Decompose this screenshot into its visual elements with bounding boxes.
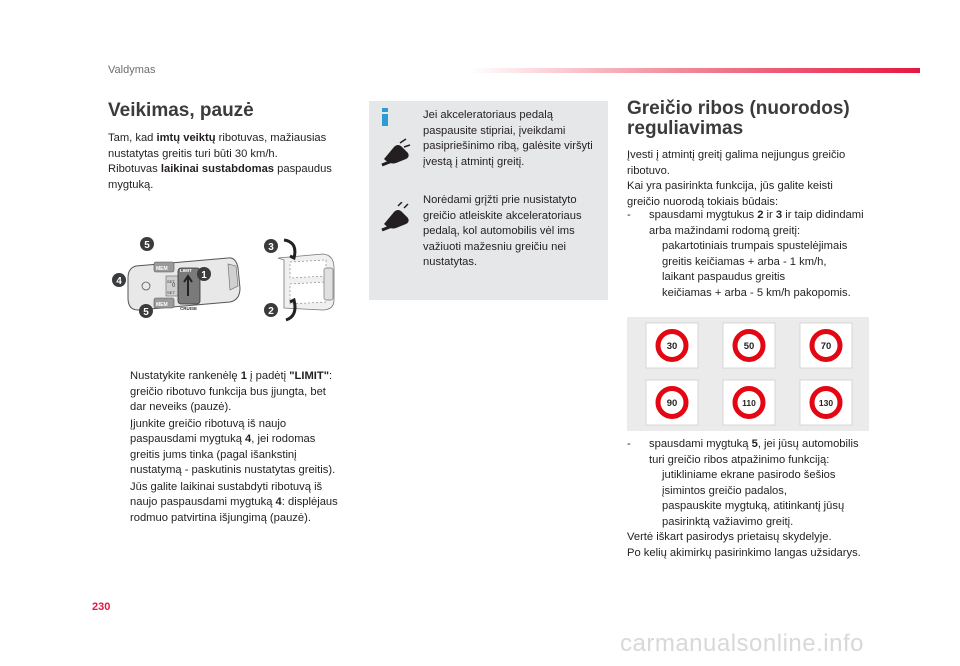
right-text: Po kelių akimirkų pasirinkimo langas užsidarys. bbox=[627, 546, 861, 559]
bullet-text: : displėjaus bbox=[281, 496, 338, 508]
watermark: carmanualsonline.info bbox=[620, 630, 864, 657]
foot-pedal-press-icon bbox=[380, 137, 412, 169]
page-number: 230 bbox=[92, 601, 111, 613]
bullet-text: : bbox=[329, 370, 333, 382]
speed-sign-130[interactable]: 130 bbox=[818, 398, 834, 408]
bullet-bold: 4 bbox=[245, 433, 252, 445]
info-text: paspausite stipriai, įveikdami bbox=[423, 124, 566, 137]
left-intro bbox=[108, 131, 353, 193]
sub-bullet bbox=[627, 468, 877, 484]
callout-label: 3 bbox=[268, 242, 274, 253]
info-text: nustatytas. bbox=[423, 256, 478, 268]
header-accent-bar bbox=[470, 68, 920, 73]
right-text: ir bbox=[763, 209, 776, 221]
left-bullet-list bbox=[108, 369, 358, 527]
intro-text: Tam, kad bbox=[108, 132, 157, 144]
intro-bold: laikinai sustabdomas bbox=[160, 163, 275, 175]
info-text: pedalą, kol automobilis vėl ims bbox=[423, 225, 575, 237]
right-text: pakartotiniais trumpais spustelėjimais bbox=[662, 240, 848, 252]
speed-sign-90[interactable]: 90 bbox=[666, 398, 678, 409]
speed-sign-30[interactable]: 30 bbox=[666, 341, 678, 352]
right-text: ir taip didindami bbox=[782, 209, 864, 221]
intro-text: ribotuvas, mažiausias bbox=[215, 132, 327, 144]
right-text: ribotuvo. bbox=[627, 164, 670, 177]
callout-label: 5 bbox=[144, 240, 150, 251]
steering-stalk-illustration bbox=[108, 228, 353, 328]
limit-label: LIMIT bbox=[180, 268, 192, 273]
right-list-2 bbox=[627, 437, 877, 561]
info-text: važiuoti mažesniu greičiu nei bbox=[423, 240, 567, 253]
callout-label: 5 bbox=[143, 307, 149, 318]
callout-1 bbox=[197, 267, 211, 281]
dash-item bbox=[627, 437, 877, 453]
callout-4 bbox=[112, 273, 126, 287]
bullet-item bbox=[108, 480, 358, 527]
right-text: greičio nuorodą tokiais būdais: bbox=[627, 195, 779, 208]
right-title-line: Greičio ribos (nuorodos) bbox=[627, 98, 850, 119]
intro-text: nustatytas greitis turi būti 30 km/h. bbox=[108, 147, 278, 160]
speed-sign-70[interactable]: 70 bbox=[820, 341, 832, 352]
right-list-1 bbox=[627, 208, 877, 301]
intro-text: Ribotuvas bbox=[108, 163, 161, 175]
bullet-item bbox=[108, 417, 358, 479]
right-bold: 2 bbox=[757, 209, 764, 221]
info-text: įvestą į atmintį greitį. bbox=[423, 155, 525, 168]
right-text: įsimintos greičio padalos, bbox=[662, 484, 787, 497]
bullet-text: paspausdami mygtuką bbox=[130, 433, 246, 445]
info-text: Norėdami grįžti prie nusistatyto bbox=[423, 194, 577, 206]
bullet-text: į padėtį bbox=[246, 370, 290, 382]
intro-text: paspaudus bbox=[274, 163, 332, 175]
cruise-label: CRUISE bbox=[180, 306, 198, 311]
bullet-text: greičio ribotuvo funkcija bus įjungta, bet bbox=[130, 385, 326, 398]
intro-text: mygtuką. bbox=[108, 178, 154, 191]
speed-sign-panel bbox=[627, 317, 869, 431]
callout-label: 2 bbox=[268, 306, 274, 317]
sub-bullet bbox=[627, 239, 877, 255]
section-header: Valdymas bbox=[108, 64, 156, 76]
bullet-text: rodmuo patvirtina išjungimą (pauzė). bbox=[130, 511, 311, 524]
right-intro bbox=[627, 148, 872, 210]
info-paragraph-2 bbox=[423, 193, 603, 271]
bullet-text: nustatymą - paskutinis nustatytas greitis). bbox=[130, 464, 336, 476]
bullet-text: Nustatykite rankenėlę bbox=[130, 370, 241, 382]
info-text: Jei akceleratoriaus pedalą bbox=[423, 109, 553, 121]
bullet-text: dar neveiks (pauzė). bbox=[130, 401, 232, 413]
mem-bottom-label: MEM bbox=[156, 302, 168, 308]
set-top-label: SET bbox=[167, 279, 175, 284]
right-text: turi greičio ribos atpažinimo funkciją: bbox=[649, 453, 830, 466]
bullet-bold: "LIMIT" bbox=[289, 370, 330, 382]
foot-pedal-release-icon bbox=[380, 202, 412, 234]
set-bottom-label: SET bbox=[167, 290, 175, 295]
right-text: arba mažindami rodomą greitį: bbox=[649, 224, 801, 237]
dash-marker: - bbox=[627, 438, 631, 450]
callout-3 bbox=[264, 239, 278, 253]
right-text: spausdami mygtukus bbox=[649, 209, 758, 221]
intro-bold: imtų veiktų bbox=[156, 132, 216, 144]
right-title-line: reguliavimas bbox=[627, 118, 744, 139]
right-text: keičiamas + arba - 5 km/h pakopomis. bbox=[662, 286, 851, 299]
callout-label: 4 bbox=[116, 276, 122, 287]
bullet-bold: 4 bbox=[275, 496, 282, 508]
right-text: paspauskite mygtuką, atitinkantį jūsų bbox=[662, 500, 845, 512]
right-bold: 5 bbox=[751, 438, 758, 450]
o-label: 0 bbox=[172, 283, 176, 289]
speed-sign-110[interactable]: 110 bbox=[742, 398, 756, 408]
right-text: Vertė iškart pasirodys prietaisų skydelyje. bbox=[627, 531, 832, 543]
callout-label: 1 bbox=[201, 270, 207, 281]
right-text: , jei jūsų automobilis bbox=[757, 438, 859, 450]
bullet-text: greitis jums tinka (pagal išankstinį bbox=[130, 448, 297, 461]
bullet-text: naujo paspausdami mygtuką bbox=[130, 496, 276, 508]
info-text: pasipriešinimo ribą, galėsite viršyti bbox=[423, 140, 593, 152]
bullet-bold: 1 bbox=[240, 370, 247, 382]
dash-item bbox=[627, 208, 877, 224]
info-text: greičio atleiskite akceleratoriaus bbox=[423, 209, 582, 222]
right-text: Kai yra pasirinkta funkcija, jūs galite keisti bbox=[627, 180, 833, 192]
bullet-text: , jei rodomas bbox=[251, 433, 316, 445]
right-section-title bbox=[627, 99, 887, 139]
right-text: Įvesti į atmintį greitį galima neįjungus greičio bbox=[627, 149, 846, 161]
info-icon bbox=[379, 108, 391, 126]
right-text: laikant paspaudus greitis bbox=[662, 271, 786, 283]
right-text: jutikliniame ekrane pasirodo šešios bbox=[662, 469, 836, 481]
bullet-item bbox=[108, 369, 358, 416]
right-text: pasirinktą važiavimo greitį. bbox=[662, 515, 794, 528]
mem-top-label: MEM bbox=[156, 266, 168, 272]
sub-bullet bbox=[627, 499, 877, 515]
callout-5-top bbox=[140, 237, 154, 251]
sub-bullet bbox=[627, 270, 877, 286]
callout-5-bottom bbox=[139, 304, 153, 318]
bullet-text: Jūs galite laikinai sustabdyti ribotuvą iš bbox=[130, 480, 323, 493]
dash-marker: - bbox=[627, 209, 631, 221]
right-bold: 3 bbox=[775, 209, 783, 221]
left-section-title: Veikimas, pauzė bbox=[108, 100, 254, 121]
info-paragraph-1 bbox=[423, 108, 603, 170]
right-text: greitis keičiamas + arba - 1 km/h, bbox=[662, 255, 827, 268]
right-text: spausdami mygtuką bbox=[649, 438, 752, 450]
speed-sign-50[interactable]: 50 bbox=[743, 341, 755, 352]
speed-sign-grid bbox=[627, 317, 869, 431]
bullet-text: Įjunkite greičio ribotuvą iš naujo bbox=[130, 417, 287, 430]
callout-2 bbox=[264, 303, 278, 317]
